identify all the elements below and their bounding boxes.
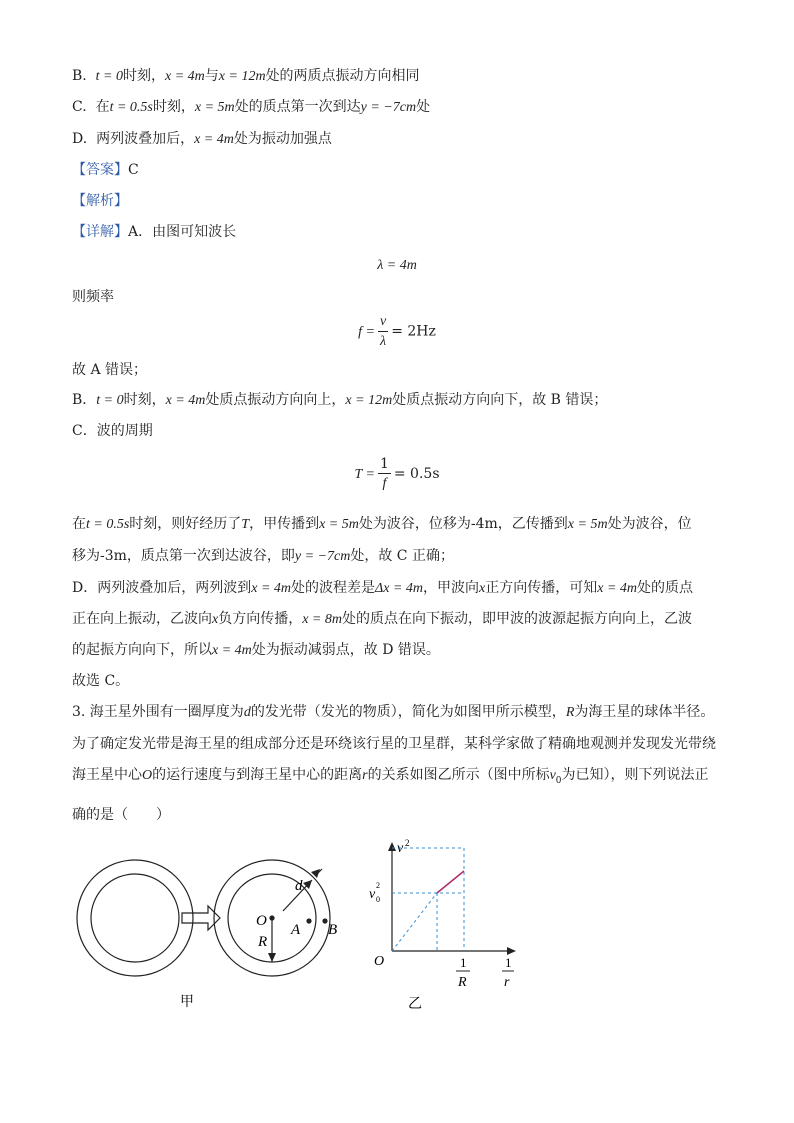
label-r: R — [258, 934, 268, 950]
x-axis-arrow — [507, 947, 516, 955]
y-tick-v0: v — [369, 887, 376, 902]
eq-lambda: λ = 4m — [377, 258, 417, 273]
detail-d-line1: D．两列波叠加后，两列波到x = 4m处的波程差是Δx = 4m，甲波向x正方向传播，可知x = 4m处的质点 — [72, 580, 694, 596]
x-axis-num: 1 — [505, 955, 512, 970]
label-o: O — [256, 913, 267, 929]
y-tick-sub: 0 — [376, 895, 380, 904]
detail-d-line2: 正在向上振动，乙波向x负方向传播，x = 8m处的质点在向下振动，即甲波的波源起振方向向上，乙波 — [72, 611, 692, 627]
label-a: A — [291, 922, 301, 938]
figure-jia — [60, 840, 360, 1020]
label-b: B — [328, 922, 338, 938]
detail-d-line3: 的起振方向向下，所以x = 4m处为振动减弱点，故 D 错误。 — [72, 642, 440, 658]
detail-c-line2: 移为-3m，质点第一次到达波谷，即y = −7cm处，故 C 正确； — [72, 548, 454, 564]
detail-a-conclusion: 故 A 错误； — [72, 362, 148, 378]
detail-b: B．t = 0时刻，x = 4m处质点振动方向向上，x = 12m处质点振动方向向下，故 B 错误； — [72, 392, 608, 408]
x-axis-den: r — [504, 975, 510, 990]
q3-line2: 为了确定发光带是海王星的组成部分还是环绕该行星的卫星群，某科学家做了精确地观测并发现发光带绕 — [72, 736, 716, 752]
eq-period: T = $\frac{1}{f}$ = 0.5s — [354, 456, 440, 491]
left-inner-circle — [91, 874, 179, 962]
detail-c-line1: 在t = 0.5s时刻，则好经历了T，甲传播到x = 5m处为波谷，位移为-4m，乙传播到x = 5m处为波谷，位 — [72, 516, 692, 532]
label-d: d — [295, 878, 303, 894]
analysis-tag: 【解析】 — [72, 193, 128, 209]
dash-diagonal — [392, 893, 437, 951]
final-answer: 故选 C。 — [72, 673, 130, 689]
caption-yi: 乙 — [408, 997, 422, 1012]
y-axis-label: v — [397, 841, 404, 856]
point-a — [306, 918, 311, 923]
point-b — [322, 918, 327, 923]
figure-yi — [360, 836, 530, 1016]
eq-frequency: f = $\frac{v}{\lambda}$ = 2Hz — [358, 314, 436, 349]
caption-jia: 甲 — [180, 995, 194, 1010]
graph-line — [437, 871, 464, 893]
point-o — [269, 915, 274, 920]
y-tick-sup: 2 — [376, 881, 380, 890]
q3-line1: 3. 海王星外围有一圈厚度为d的发光带（发光的物质），简化为如图甲所示模型，R为海王星的球体半径。 — [72, 704, 715, 720]
answer-line — [72, 160, 139, 180]
detail-a-intro: 【详解】A．由图可知波长 — [72, 224, 237, 240]
answer-tag: 【答案】 — [72, 162, 128, 178]
option-d: D. 两列波叠加后，x = 4m处为振动加强点 — [72, 131, 332, 147]
q3-line3: 海王星中心O的运行速度与到海王星中心的距离r的关系如图乙所示（图中所标$v_0$为已知），则下列说法正 — [72, 767, 709, 786]
x-tick-num: 1 — [460, 955, 467, 970]
detail-c-intro: C．波的周期 — [72, 423, 153, 439]
freq-label: 则频率 — [72, 289, 114, 305]
option-c: C. 在t = 0.5s时刻，x = 5m处的质点第一次到达y = −7cm处 — [72, 99, 431, 115]
x-tick-den: R — [458, 975, 467, 990]
answer-value: C — [128, 162, 139, 178]
option-b: B. t = 0时刻，x = 4m与x = 12m处的两质点振动方向相同 — [72, 68, 420, 84]
origin-label: O — [374, 954, 385, 969]
y-axis-arrow — [388, 842, 396, 851]
left-outer-circle — [77, 860, 193, 976]
q3-line4: 确的是（ ） — [72, 807, 170, 823]
radius-arrowhead — [268, 953, 276, 962]
y-axis-label-sup: 2 — [405, 838, 410, 848]
